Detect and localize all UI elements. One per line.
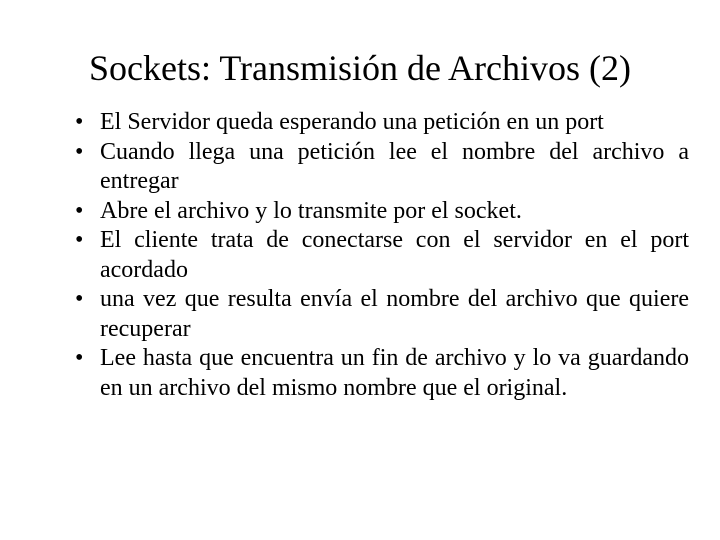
bullet-text: una vez que resulta envía el nombre del archivo que quiere recuperar — [100, 286, 689, 342]
bullet-item — [75, 197, 689, 227]
bullet-icon: • — [75, 138, 84, 165]
bullet-item — [75, 138, 689, 197]
bullet-text: Cuando llega una petición lee el nombre del archivo a entregar — [100, 138, 689, 194]
bullet-icon: • — [75, 345, 84, 371]
bullet-text: Abre el archivo y lo transmite por el socket. — [100, 197, 522, 224]
bullet-icon: • — [75, 286, 84, 312]
bullet-icon: • — [75, 197, 84, 224]
bullet-text: El Servidor queda esperando una petición en un port — [100, 109, 604, 135]
bullet-text: El cliente trata de conectarse con el servidor en el port acordado — [100, 227, 689, 283]
bullet-item — [75, 226, 689, 285]
bullet-item — [75, 344, 689, 403]
bullet-item — [75, 108, 689, 138]
bullet-icon: • — [75, 227, 84, 253]
slide-title: Sockets: Transmisión de Archivos (2) — [88, 48, 631, 88]
bullet-icon: • — [75, 109, 84, 135]
bullet-item — [75, 285, 689, 344]
bullet-list — [75, 108, 689, 403]
bullet-text: Lee hasta que encuentra un fin de archivo y lo va guardando en un archivo del mismo nombre que el original. — [100, 345, 689, 401]
